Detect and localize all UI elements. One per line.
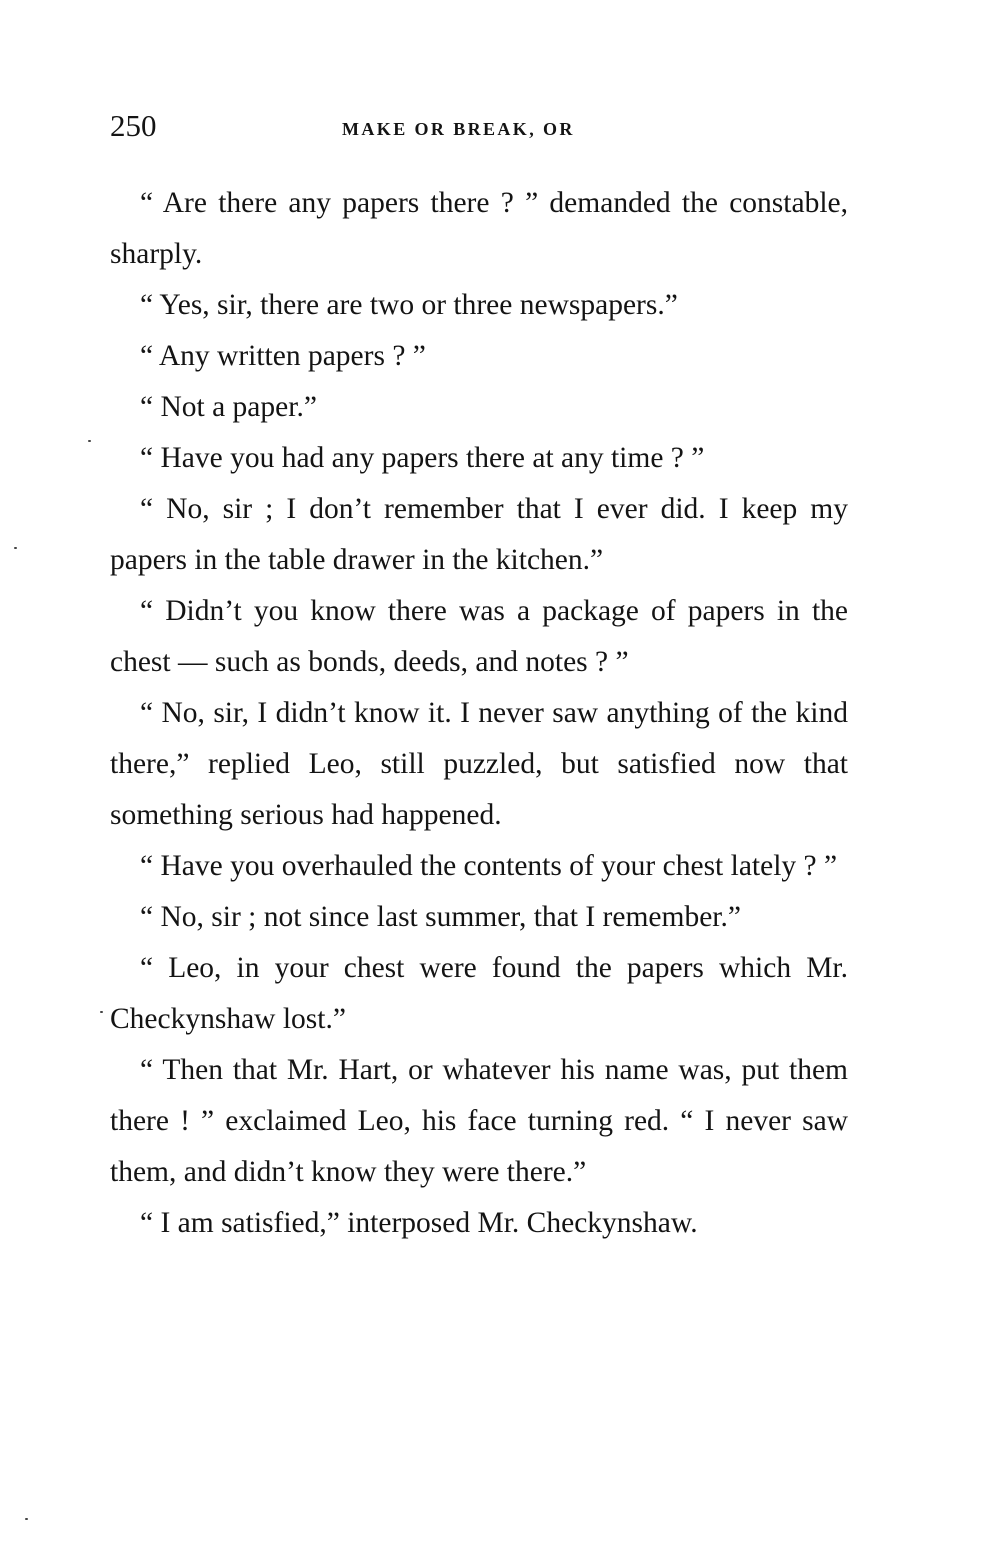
paragraph: “ Any written papers ? ” bbox=[140, 340, 426, 372]
scan-speck bbox=[100, 1011, 103, 1013]
paragraph: “ Not a paper.” bbox=[140, 391, 317, 423]
paragraph: “ No, sir ; I don’t remember that I ever did. I keep my papers in the table drawer in the kitchen.” bbox=[110, 493, 848, 576]
paragraph: “ Yes, sir, there are two or three newspapers.” bbox=[140, 289, 678, 321]
body-text bbox=[110, 178, 848, 1249]
page-number: 250 bbox=[110, 108, 157, 143]
paragraph: “ Leo, in your chest were found the papers which Mr. Checkynshaw lost.” bbox=[110, 952, 848, 1035]
page-header bbox=[110, 108, 850, 148]
paragraph: “ Have you overhauled the contents of your chest lately ? ” bbox=[140, 850, 838, 882]
paragraph: “ No, sir ; not since last summer, that I remember.” bbox=[140, 901, 741, 933]
paragraph: “ Didn’t you know there was a package of papers in the chest — such as bonds, deeds, and notes ? ” bbox=[110, 595, 848, 678]
paragraph: “ No, sir, I didn’t know it. I never saw anything of the kind there,” replied Leo, still puzzled, but satisfied now that something serious had happened. bbox=[110, 697, 848, 831]
running-head: MAKE OR BREAK, OR bbox=[342, 119, 575, 139]
paragraph: “ Then that Mr. Hart, or whatever his name was, put them there ! ” exclaimed Leo, his face turning red. “ I never saw them, and didn’t know they were there.” bbox=[110, 1054, 848, 1188]
paragraph: “ Are there any papers there ? ” demanded the constable, sharply. bbox=[110, 187, 848, 270]
paragraph: “ I am satisfied,” interposed Mr. Checkynshaw. bbox=[140, 1207, 698, 1239]
scan-speck bbox=[14, 547, 17, 549]
paragraph: “ Have you had any papers there at any time ? ” bbox=[140, 442, 705, 474]
scan-speck bbox=[25, 1518, 28, 1520]
scan-speck bbox=[88, 440, 91, 442]
